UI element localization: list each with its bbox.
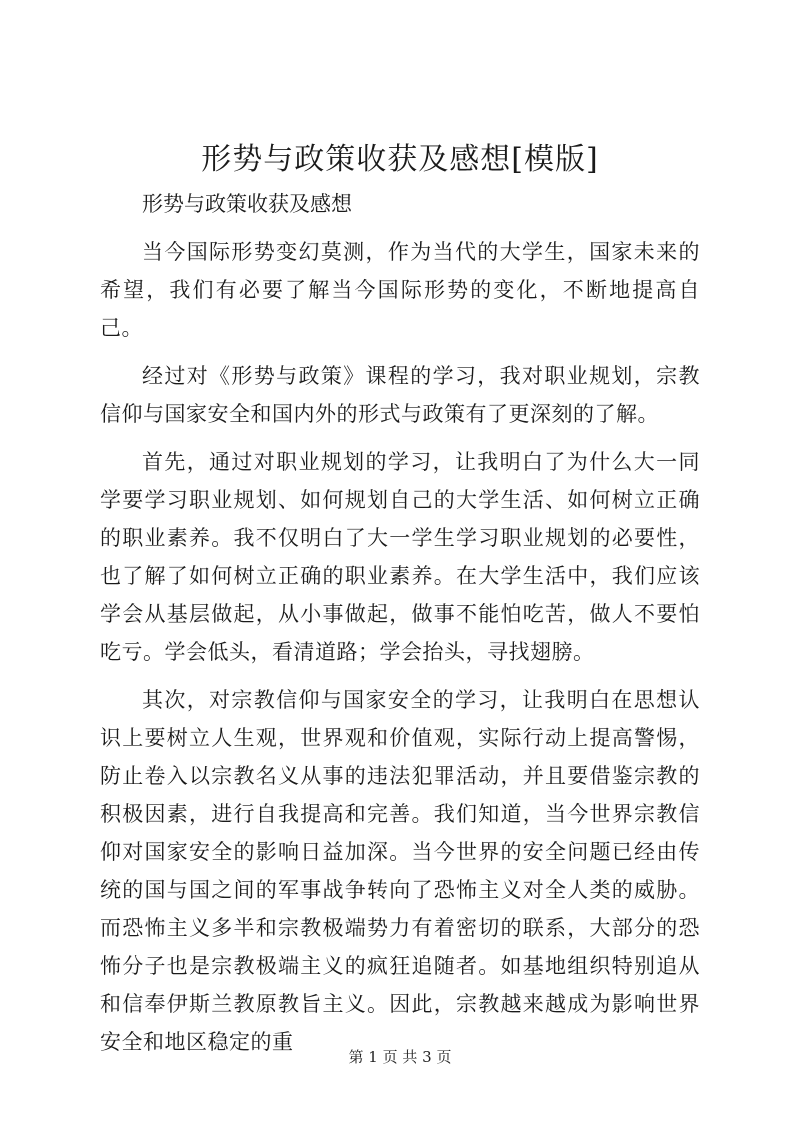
paragraph: 首先，通过对职业规划的学习，让我明白了为什么大一同学要学习职业规划、如何规划自己的大学生活、如何树立正确的职业素养。我不仅明白了大一学生学习职业规划的必要性，也了解了如何树立正确的职业素养。在大学生活中，我们应该学会从基层做起，从小事做起，做事不能怕吃苦，做人不要怕吃亏。学会低头，看清道路；学会抬头，寻找翅膀。 (100, 450, 700, 664)
paragraph: 经过对《形势与政策》课程的学习，我对职业规划，宗教信仰与国家安全和国内外的形式与政策有了更深刻的了解。 (100, 364, 700, 426)
paragraph: 当今国际形势变幻莫测，作为当代的大学生，国家未来的希望，我们有必要了解当今国际形势的变化，不断地提高自己。 (100, 240, 700, 340)
page-number-footer: 第 1 页 共 3 页 (348, 1048, 452, 1066)
document-title: 形势与政策收获及感想[模版] (201, 142, 599, 177)
paragraph: 其次，对宗教信仰与国家安全的学习，让我明白在思想认识上要树立人生观，世界观和价值观，实际行动上提高警惕，防止卷入以宗教名义从事的违法犯罪活动，并且要借鉴宗教的积极因素，进行自我提高和完善。我们知道，当今世界宗教信仰对国家安全的影响日益加深。当今世界的安全问题已经由传统的国与国之间的军事战争转向了恐怖主义对全人类的威胁。而恐怖主义多半和宗教极端势力有着密切的联系，大部分的恐怖分子也是宗教极端主义的疯狂追随者。如基地组织特别追从和信奉伊斯兰教原教旨主义。因此，宗教越来越成为影响世界安全和地区稳定的重 (100, 688, 700, 1054)
document-subtitle: 形势与政策收获及感想 (142, 192, 352, 216)
document-body (100, 185, 700, 1061)
